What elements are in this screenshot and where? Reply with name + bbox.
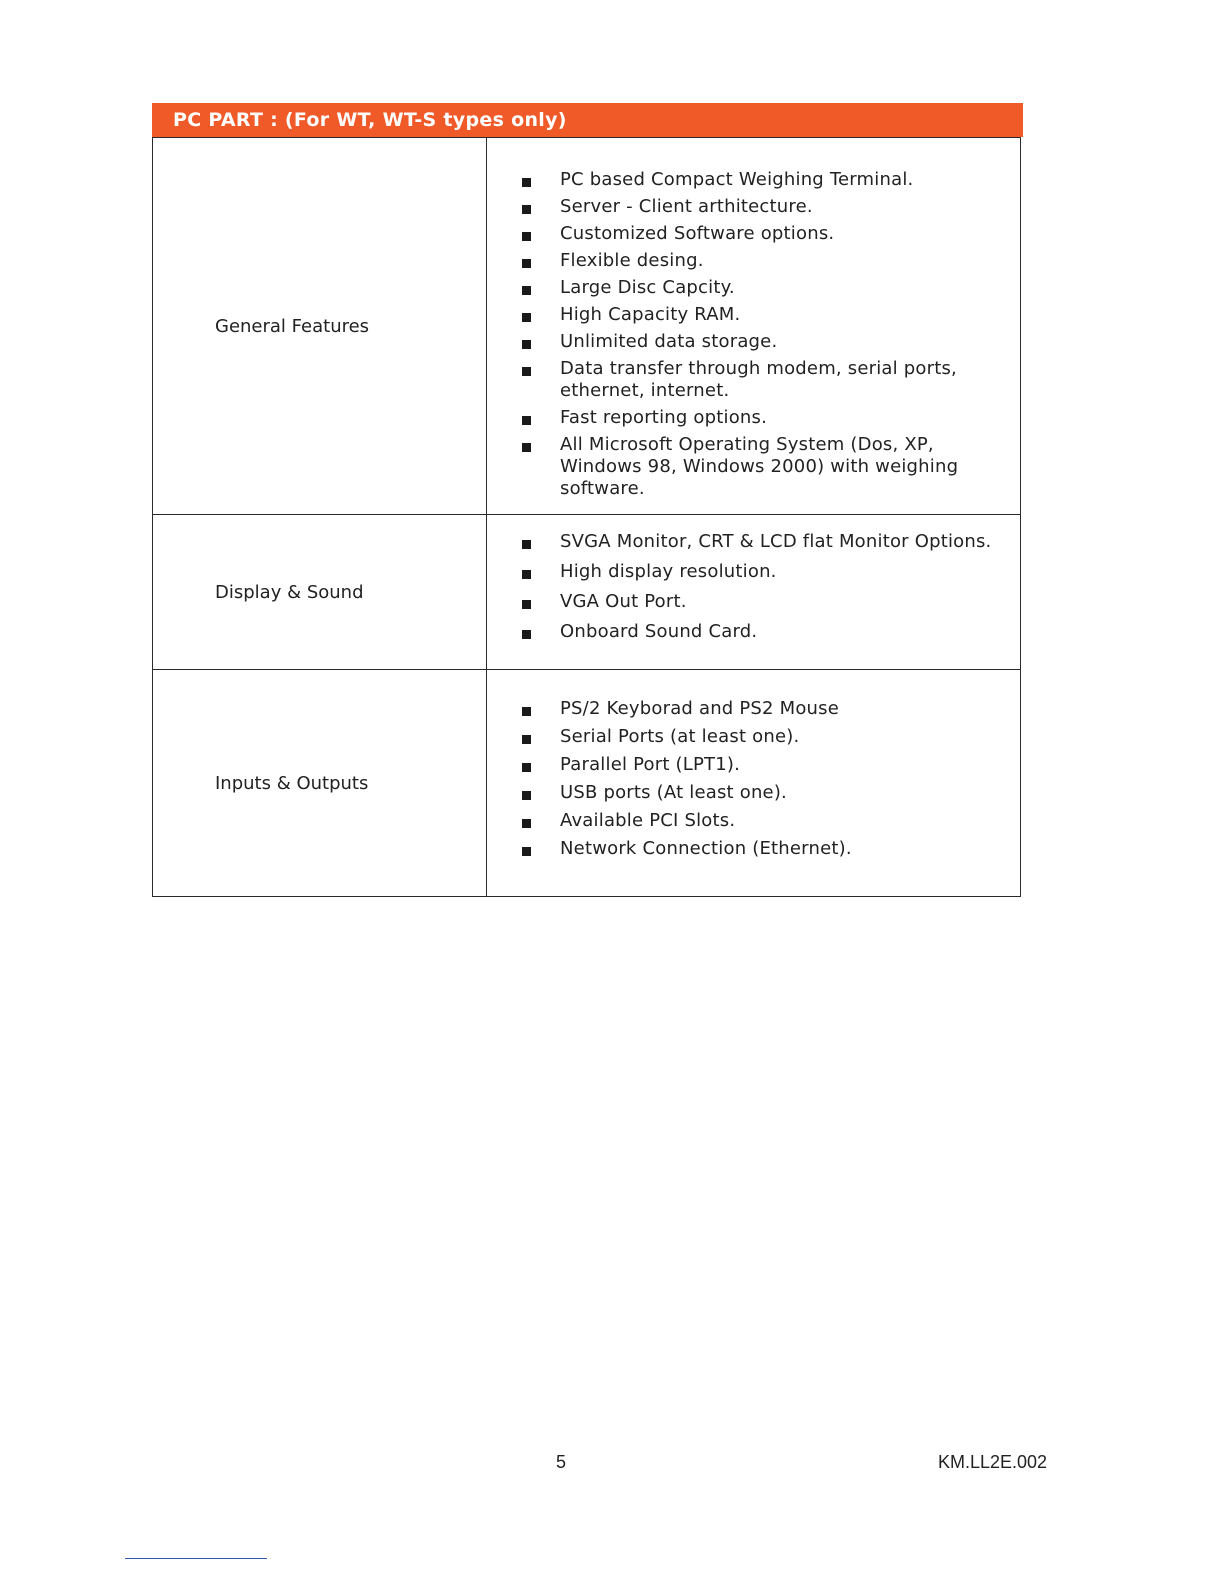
square-bullet-icon: [522, 707, 531, 716]
list-item: Flexible desing.: [487, 250, 1020, 272]
list-item: Network Connection (Ethernet).: [487, 838, 1020, 860]
square-bullet-icon: [522, 735, 531, 744]
section-label: Display & Sound: [153, 515, 487, 670]
section-items-cell: [487, 670, 1021, 897]
square-bullet-icon: [522, 232, 531, 241]
document-code: KM.LL2E.002: [938, 1452, 1048, 1472]
square-bullet-icon: [522, 313, 531, 322]
list-item: PC based Compact Weighing Terminal.: [487, 169, 1020, 191]
table-header-bar: [152, 103, 1023, 137]
list-item: High display resolution.: [487, 561, 1020, 583]
section-label: General Features: [153, 138, 487, 515]
spec-table: [152, 137, 1021, 897]
table-title: PC PART : (For WT, WT-S types only): [173, 109, 567, 131]
list-item: Data transfer through modem, serial ports, ethernet, internet.: [487, 358, 1020, 402]
square-bullet-icon: [522, 367, 531, 376]
list-item: PS/2 Keyborad and PS2 Mouse: [487, 698, 1020, 720]
list-item: Parallel Port (LPT1).: [487, 754, 1020, 776]
list-item: Server - Client arthitecture.: [487, 196, 1020, 218]
feature-list: [487, 139, 1020, 513]
list-item: USB ports (At least one).: [487, 782, 1020, 804]
list-item: Serial Ports (at least one).: [487, 726, 1020, 748]
square-bullet-icon: [522, 205, 531, 214]
square-bullet-icon: [522, 416, 531, 425]
table-row-general-features: [153, 138, 1021, 515]
table-row-display-sound: [153, 515, 1021, 670]
list-item: Customized Software options.: [487, 223, 1020, 245]
feature-list: [487, 673, 1020, 894]
page-number: 5: [556, 1452, 567, 1472]
table-row-inputs-outputs: [153, 670, 1021, 897]
square-bullet-icon: [522, 847, 531, 856]
list-item: All Microsoft Operating System (Dos, XP, Windows 98, Windows 2000) with weighing software.: [487, 434, 1020, 500]
section-label: Inputs & Outputs: [153, 670, 487, 897]
list-item: VGA Out Port.: [487, 591, 1020, 613]
square-bullet-icon: [522, 443, 531, 452]
section-items-cell: [487, 138, 1021, 515]
list-item: High Capacity RAM.: [487, 304, 1020, 326]
footnote-divider: [125, 1558, 267, 1559]
list-item: Fast reporting options.: [487, 407, 1020, 429]
square-bullet-icon: [522, 540, 531, 549]
square-bullet-icon: [522, 791, 531, 800]
square-bullet-icon: [522, 600, 531, 609]
square-bullet-icon: [522, 570, 531, 579]
list-item: Large Disc Capcity.: [487, 277, 1020, 299]
feature-list: [487, 515, 1020, 669]
square-bullet-icon: [522, 286, 531, 295]
section-items-cell: [487, 515, 1021, 670]
list-item: Onboard Sound Card.: [487, 621, 1020, 643]
square-bullet-icon: [522, 819, 531, 828]
list-item: Unlimited data storage.: [487, 331, 1020, 353]
list-item: Available PCI Slots.: [487, 810, 1020, 832]
square-bullet-icon: [522, 259, 531, 268]
square-bullet-icon: [522, 340, 531, 349]
list-item: SVGA Monitor, CRT & LCD flat Monitor Options.: [487, 531, 1020, 553]
square-bullet-icon: [522, 763, 531, 772]
square-bullet-icon: [522, 630, 531, 639]
square-bullet-icon: [522, 178, 531, 187]
